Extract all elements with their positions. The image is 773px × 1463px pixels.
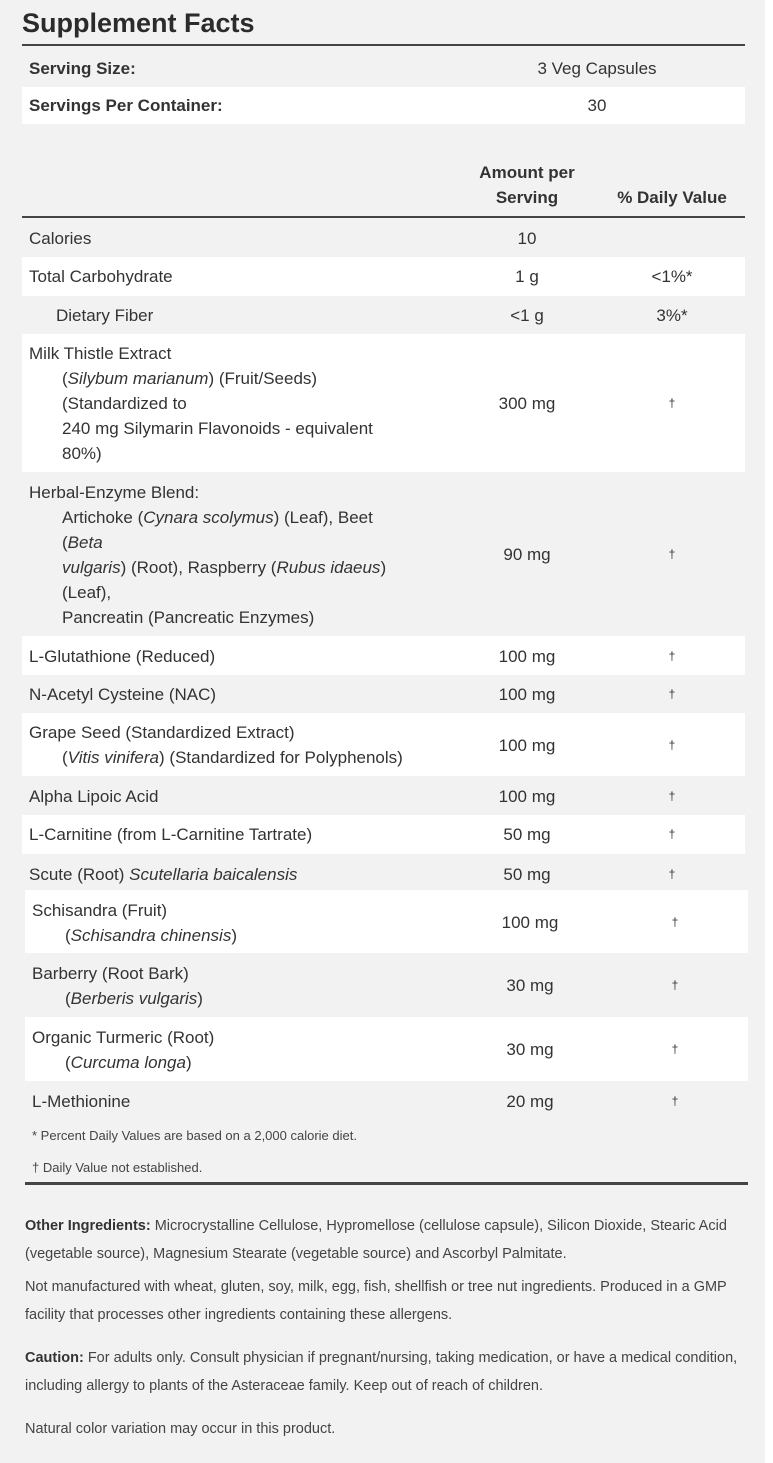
nutrient-amount: 100 mg (498, 787, 556, 806)
herbal-line5: (Leaf), (62, 583, 112, 602)
latin-name: Beta (67, 533, 103, 552)
nutrient-name: L-Methionine (32, 1092, 131, 1111)
grape-line2: (Vitis vinifera) (Standardized for Polyphenols) (62, 748, 403, 767)
herbal-text: ) (Leaf), Beet (273, 508, 373, 527)
milk-thistle-line2: (Silybum marianum) (Fruit/Seeds) (62, 369, 318, 388)
barberry-line2: (Berberis vulgaris) (65, 989, 203, 1008)
herbal-text: ( (62, 533, 68, 552)
nutrient-daily-value: † (671, 915, 679, 929)
nutrient-amount: 30 mg (506, 976, 554, 995)
milk-thistle-line5: 80%) (62, 444, 102, 463)
herbal-line1: Herbal-Enzyme Blend: (29, 483, 200, 502)
natural-color-note: Natural color variation may occur in this product. (25, 1421, 336, 1437)
other-ingredients-text: Microcrystalline Cellulose, Hypromellose (cellulose capsule), Silicon Dioxide, Stearic Acid (vegetable source), Magnesium Stearate (vegetable source) and Ascorbyl Palmitate. (25, 1218, 727, 1262)
nutrient-amount: 100 mg (501, 913, 559, 932)
nutrient-name (32, 898, 237, 948)
servings-per-container-row (22, 87, 745, 124)
page-title: Supplement Facts (22, 8, 255, 38)
serving-size-row (22, 49, 745, 87)
nutrient-name: Calories (29, 229, 92, 248)
nutrient-amount: 100 mg (498, 736, 556, 755)
latin-name: Cynara scolymus (143, 508, 274, 527)
latin-name: Schisandra chinensis (70, 926, 232, 945)
amount-header-line1: Amount per (479, 163, 575, 182)
nutrient-daily-value: † (668, 827, 676, 841)
table-row (22, 257, 745, 296)
nutrient-amount: 10 (517, 229, 537, 248)
nutrient-daily-value: † (668, 649, 676, 663)
caution-text: For adults only. Consult physician if pregnant/nursing, taking medication, or have a medical condition, including allergy to plants of the Asteraceae family. Keep out of reach of children. (25, 1350, 738, 1394)
caution-label: Caution: (25, 1350, 84, 1366)
herbal-line4 (29, 555, 386, 580)
nutrient-daily-value: † (668, 789, 676, 803)
nutrient-name: Alpha Lipoic Acid (29, 787, 159, 806)
nutrient-name: Dietary Fiber (56, 306, 154, 325)
table-row (22, 815, 745, 854)
nutrient-amount: 50 mg (503, 825, 551, 844)
nutrient-daily-value: 3%* (656, 306, 688, 325)
nutrient-name (29, 341, 373, 466)
nutrient-amount: <1 g (510, 306, 544, 325)
other-ingredients (25, 1212, 750, 1268)
table-row (22, 219, 745, 257)
nutrient-amount: 90 mg (503, 545, 551, 564)
nutrient-amount: 50 mg (503, 865, 551, 884)
herbal-text: ) (Root), Raspberry ( (120, 558, 277, 577)
nutrient-amount: 30 mg (506, 1040, 554, 1059)
allergen-statement: Not manufactured with wheat, gluten, soy, milk, egg, fish, shellfish or tree nut ingredients. Produced in a GMP facility that processes other ingredients containing these allergens. (25, 1279, 727, 1323)
latin-name: Scutellaria baicalensis (129, 865, 298, 884)
nutrient-name (29, 480, 386, 630)
table-row (22, 334, 745, 472)
servings-per-container-label: Servings Per Container: (29, 96, 223, 115)
nutrient-name: L-Glutathione (Reduced) (29, 647, 216, 666)
nutrient-daily-value: † (668, 396, 676, 410)
milk-thistle-part: (Fruit/Seeds) (214, 369, 318, 388)
turmeric-line2: (Curcuma longa) (65, 1053, 192, 1072)
table-row (25, 890, 748, 953)
latin-name: Berberis vulgaris (70, 989, 198, 1008)
table-row (22, 713, 745, 776)
nutrient-name (29, 862, 297, 886)
herbal-text: ) (380, 558, 387, 577)
milk-thistle-line1: Milk Thistle Extract (29, 344, 172, 363)
nutrient-name (29, 720, 403, 770)
table-row (22, 854, 745, 886)
table-row (25, 953, 748, 1017)
latin-name: Rubus idaeus (276, 558, 381, 577)
table-row (22, 636, 745, 675)
nutrient-name (32, 961, 203, 1011)
nutrient-amount: 100 mg (498, 647, 556, 666)
servings-per-container-value: 30 (587, 96, 607, 115)
amount-header-line2: Serving (495, 188, 559, 207)
nutrient-daily-value: † (671, 1094, 679, 1108)
latin-name: Curcuma longa (70, 1053, 186, 1072)
herbal-line2 (29, 505, 386, 530)
table-row (22, 675, 745, 713)
percent-footnote: * Percent Daily Values are based on a 2,000 calorie diet. (32, 1128, 357, 1143)
table-row (25, 1017, 748, 1081)
nutrient-amount: 1 g (515, 267, 539, 286)
scute-text: Scute (Root) (29, 865, 130, 884)
nutrient-daily-value: † (668, 738, 676, 752)
nutrient-name: Total Carbohydrate (29, 267, 173, 286)
herbal-line3 (29, 530, 386, 555)
nutrient-daily-value: † (668, 547, 676, 561)
caution-statement (25, 1344, 750, 1400)
amount-header (462, 160, 592, 210)
turmeric-line1: Organic Turmeric (Root) (32, 1028, 215, 1047)
footer-divider (25, 1182, 748, 1185)
table-row (22, 776, 745, 815)
table-row (22, 296, 745, 334)
nutrient-daily-value: † (668, 867, 676, 881)
latin-name: Silybum marianum (67, 369, 209, 388)
nutrient-daily-value: † (671, 978, 679, 992)
latin-name: Vitis vinifera (67, 748, 160, 767)
column-header-row (22, 158, 745, 216)
daily-value-header: % Daily Value (617, 188, 727, 207)
nutrient-name: N-Acetyl Cysteine (NAC) (29, 685, 217, 704)
grape-text: (Standardized for Polyphenols) (164, 748, 403, 767)
table-row (22, 472, 745, 636)
herbal-text: Artichoke ( (62, 508, 144, 527)
other-ingredients-label: Other Ingredients: (25, 1218, 151, 1234)
serving-size-label: Serving Size: (29, 59, 136, 78)
herbal-line6: Pancreatin (Pancreatic Enzymes) (62, 608, 315, 627)
grape-line1: Grape Seed (Standardized Extract) (29, 723, 295, 742)
title-divider (22, 44, 745, 46)
nutrient-amount: 20 mg (506, 1092, 554, 1111)
nutrient-daily-value: † (668, 687, 676, 701)
schisandra-line1: Schisandra (Fruit) (32, 901, 168, 920)
table-row (25, 1081, 748, 1121)
milk-thistle-line4: 240 mg Silymarin Flavonoids - equivalent (62, 419, 373, 438)
nutrient-name: L-Carnitine (from L-Carnitine Tartrate) (29, 825, 313, 844)
header-divider (22, 216, 745, 218)
nutrient-name (32, 1025, 214, 1075)
milk-thistle-line3: (Standardized to (62, 394, 187, 413)
dagger-footnote: † Daily Value not established. (32, 1160, 203, 1175)
schisandra-line2: (Schisandra chinensis) (65, 926, 237, 945)
nutrient-amount: 100 mg (498, 685, 556, 704)
serving-size-value: 3 Veg Capsules (537, 59, 657, 78)
nutrient-amount: 300 mg (498, 394, 556, 413)
nutrient-daily-value: <1%* (651, 267, 693, 286)
barberry-line1: Barberry (Root Bark) (32, 964, 189, 983)
latin-name: vulgaris (62, 558, 121, 577)
nutrient-daily-value: † (671, 1042, 679, 1056)
